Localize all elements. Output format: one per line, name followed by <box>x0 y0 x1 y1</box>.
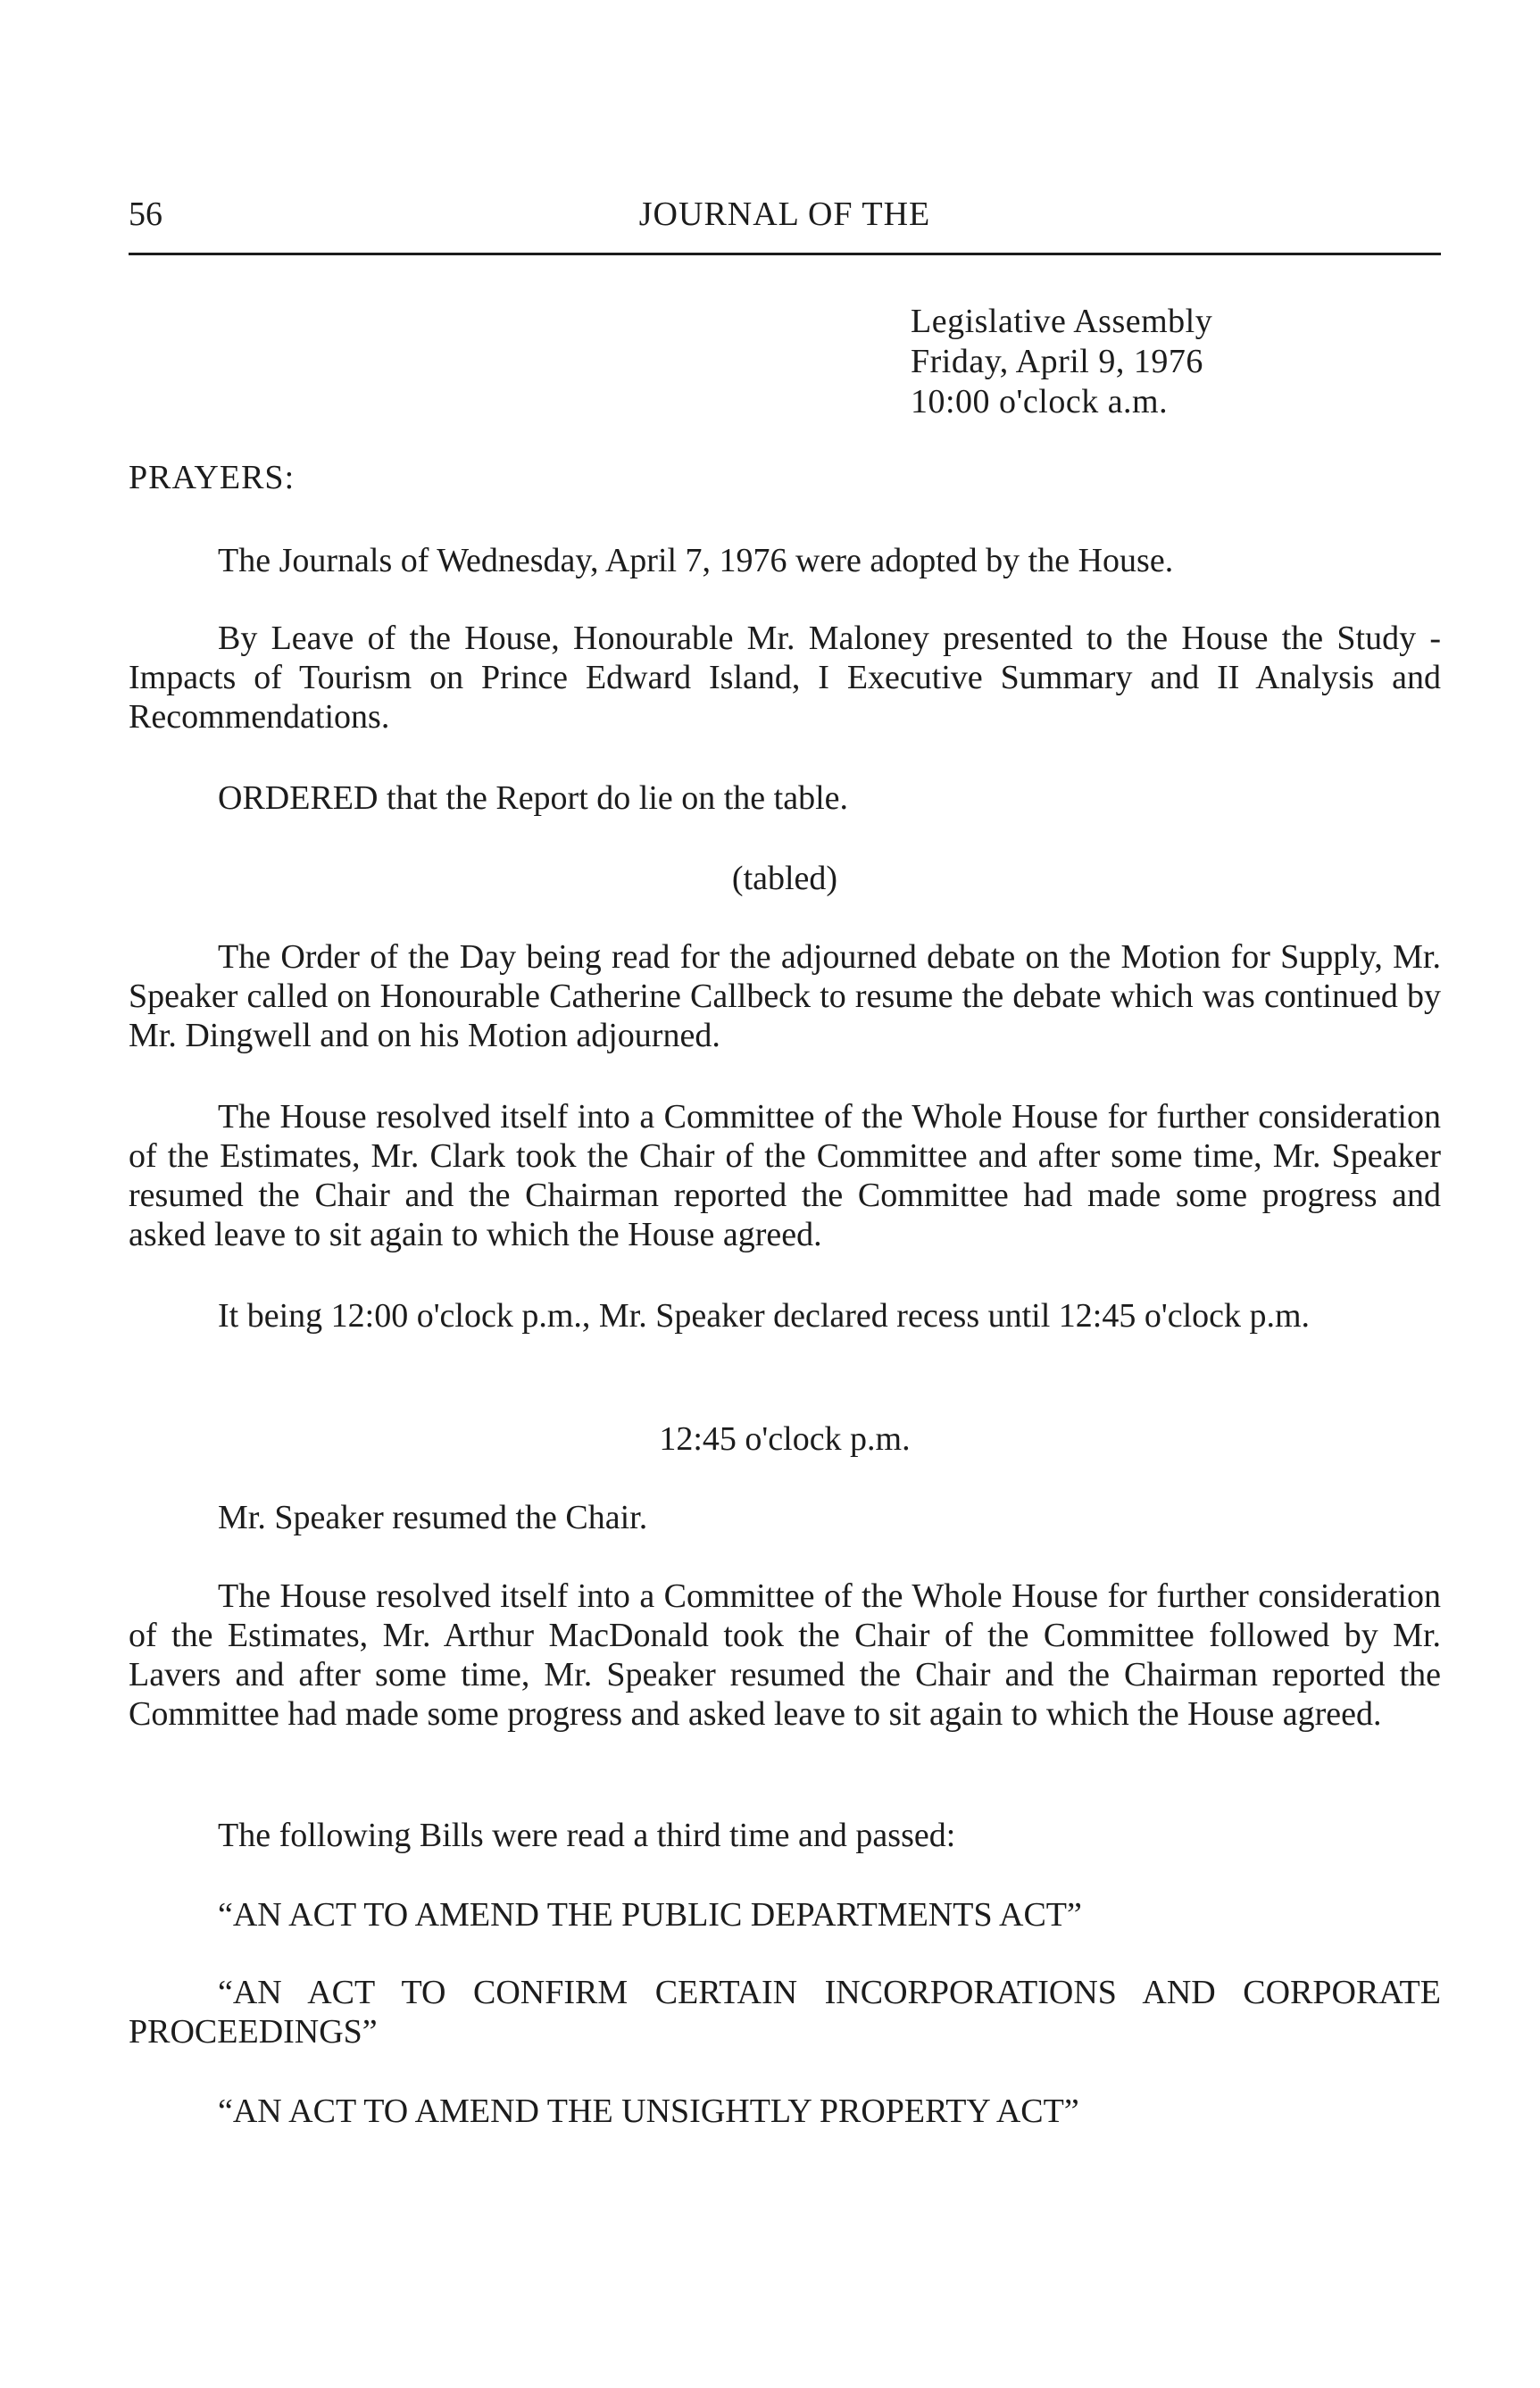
dateline-date: Friday, April 9, 1976 <box>911 343 1203 380</box>
paragraph-ordered: ORDERED that the Report do lie on the table. <box>218 779 849 817</box>
paragraph-committee-2: The House resolved itself into a Committee of the Whole House for further consideration of the Estimates, Mr. Arthur MacDonald took the Chair of the Committee followed by Mr. Lavers and after some time, Mr. Speaker resumed the Chair and the Chairman reported the Committee had made some progress and asked leave to sit again to which the House agreed. <box>129 1577 1441 1733</box>
paragraph-speaker-resumed: Mr. Speaker resumed the Chair. <box>218 1499 648 1536</box>
paragraph-study-presented: By Leave of the House, Honourable Mr. Maloney presented to the House the Study - Impacts of Tourism on Prince Edward Island, I Executive Summary and II Analysis and Recommendations. <box>129 620 1441 736</box>
tabled-note: (tabled) <box>731 860 838 897</box>
dateline <box>911 302 1212 422</box>
paragraph-bills-passed: The following Bills were read a third time and passed: <box>218 1817 956 1854</box>
bill-item: “AN ACT TO CONFIRM CERTAIN INCORPORATIONS AND CORPORATE PROCEEDINGS” <box>129 1974 1441 2051</box>
header-rule <box>129 253 1441 255</box>
prayers-heading: PRAYERS: <box>129 459 296 496</box>
bill-item: “AN ACT TO AMEND THE PUBLIC DEPARTMENTS ACT” <box>218 1896 1082 1934</box>
running-title: JOURNAL OF THE <box>638 196 931 233</box>
paragraph-order-of-day: The Order of the Day being read for the adjourned debate on the Motion for Supply, Mr. Speaker called on Honourable Catherine Callbeck to resume the debate which was continued by Mr. Dingwell and on his Motion adjourned. <box>129 938 1441 1054</box>
time-heading: 12:45 o'clock p.m. <box>659 1420 911 1458</box>
paragraph-journals-adopted: The Journals of Wednesday, April 7, 1976 were adopted by the House. <box>218 542 1174 579</box>
paragraph-recess: It being 12:00 o'clock p.m., Mr. Speaker declared recess until 12:45 o'clock p.m. <box>218 1297 1311 1335</box>
page-number: 56 <box>129 196 162 233</box>
paragraph-committee-1: The House resolved itself into a Committee of the Whole House for further consideration of the Estimates, Mr. Clark took the Chair of the Committee and after some time, Mr. Speaker resumed the Chair and the Chairman reported the Committee had made some progress and asked leave to sit again to which the House agreed. <box>129 1098 1441 1253</box>
page-header <box>129 189 1441 243</box>
dateline-assembly: Legislative Assembly <box>911 303 1213 340</box>
bill-item: “AN ACT TO AMEND THE UNSIGHTLY PROPERTY ACT” <box>218 2093 1079 2130</box>
dateline-time: 10:00 o'clock a.m. <box>911 383 1169 420</box>
